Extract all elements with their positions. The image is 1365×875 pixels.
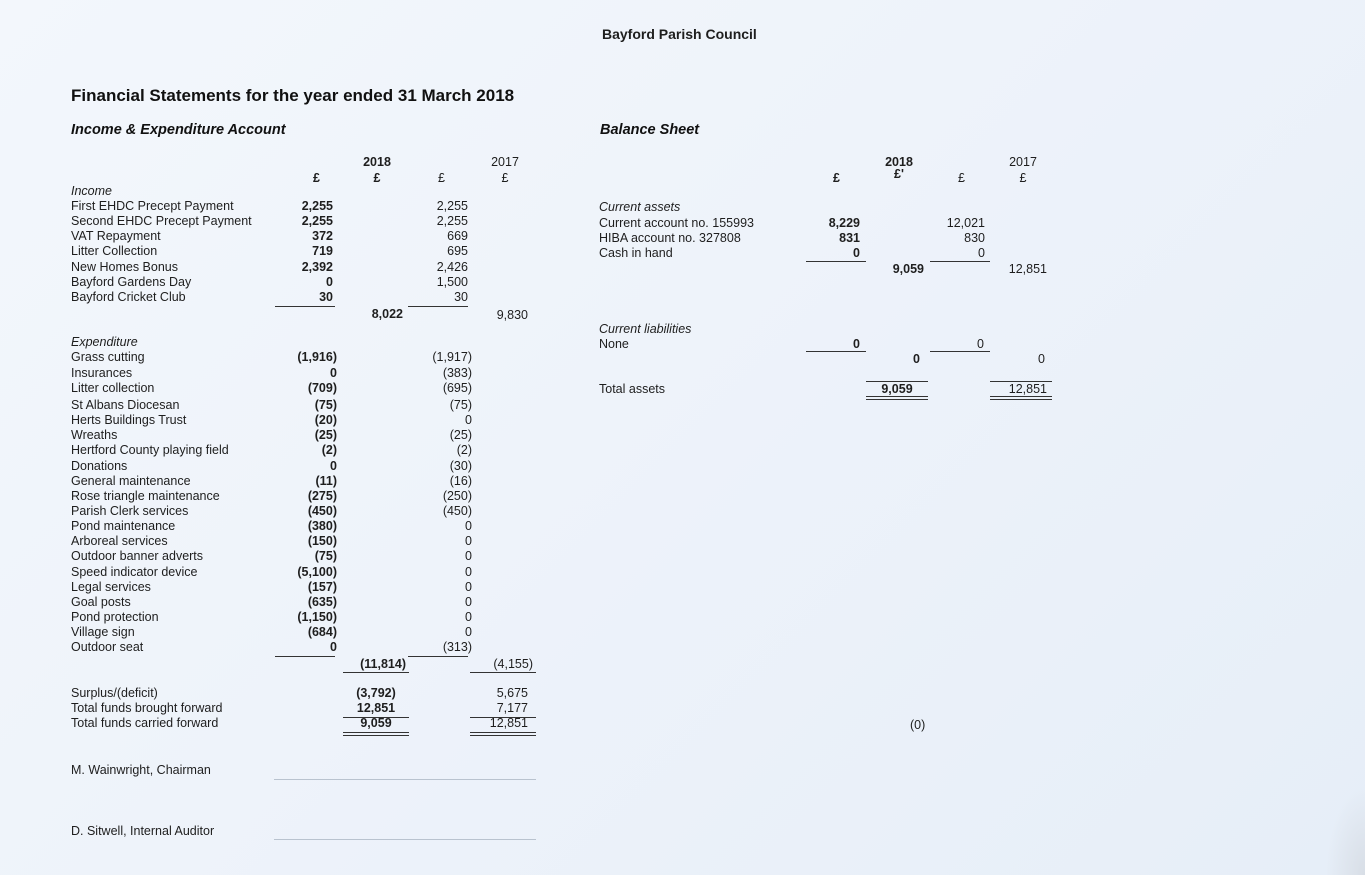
expenditure-row-2017: (16) bbox=[449, 474, 472, 488]
expenditure-row-2018: (150) bbox=[307, 534, 337, 548]
expenditure-row-label: Village sign bbox=[71, 625, 135, 639]
expenditure-row-label: Wreaths bbox=[71, 428, 118, 442]
expenditure-row-2018: (157) bbox=[307, 580, 337, 594]
total-assets-2018: 9,059 bbox=[881, 382, 913, 396]
income-row-2018: 372 bbox=[312, 229, 333, 243]
expenditure-row-2018: (5,100) bbox=[297, 565, 337, 579]
income-row-2018: 30 bbox=[319, 290, 333, 304]
rule bbox=[408, 656, 468, 657]
expenditure-row-label: Arboreal services bbox=[71, 534, 168, 548]
bs-year-2017: 2017 bbox=[1009, 155, 1037, 169]
expenditure-row-2017: (313) bbox=[442, 640, 472, 654]
summary-row-label: Total funds carried forward bbox=[71, 716, 219, 730]
income-row-2017: 1,500 bbox=[436, 275, 468, 289]
income-total-2017: 9,830 bbox=[496, 308, 528, 322]
asset-row-label: HIBA account no. 327808 bbox=[599, 231, 741, 245]
expenditure-row-label: Grass cutting bbox=[71, 350, 145, 364]
rule bbox=[930, 351, 990, 352]
asset-row-2018: 8,229 bbox=[828, 216, 860, 230]
summary-row-2017: 7,177 bbox=[496, 701, 528, 715]
expenditure-row-2018: (1,916) bbox=[297, 350, 337, 364]
document-title: Financial Statements for the year ended 31 March 2018 bbox=[71, 86, 515, 105]
liability-label: None bbox=[599, 337, 629, 351]
ie-year-2018: 2018 bbox=[363, 155, 391, 169]
expenditure-row-2018: 0 bbox=[330, 366, 337, 380]
income-row-2017: 2,255 bbox=[436, 199, 468, 213]
assets-total-2017: 12,851 bbox=[1008, 262, 1047, 276]
expenditure-row-label: Litter collection bbox=[71, 381, 155, 395]
rule bbox=[275, 656, 335, 657]
current-assets-heading: Current assets bbox=[599, 200, 681, 214]
income-row-2018: 2,392 bbox=[301, 260, 333, 274]
asset-row-2018: 0 bbox=[853, 246, 860, 260]
double-rule bbox=[343, 732, 409, 736]
expenditure-row-label: Hertford County playing field bbox=[71, 443, 229, 457]
assets-total-2018: 9,059 bbox=[892, 262, 924, 276]
income-row-2018: 719 bbox=[312, 244, 333, 258]
rule bbox=[930, 261, 990, 262]
expenditure-row-2018: (1,150) bbox=[297, 610, 337, 624]
expenditure-row-2018: (75) bbox=[314, 398, 337, 412]
income-row-label: Bayford Gardens Day bbox=[71, 275, 192, 289]
double-rule bbox=[470, 732, 536, 736]
ie-currency: £ bbox=[438, 171, 445, 185]
auditor-signature-line bbox=[274, 839, 536, 840]
rule bbox=[806, 261, 866, 262]
ie-currency: £ bbox=[373, 171, 381, 185]
expenditure-row-label: Legal services bbox=[71, 580, 151, 594]
expenditure-row-2018: (275) bbox=[307, 489, 337, 503]
expenditure-row-2017: 0 bbox=[465, 595, 472, 609]
income-row-label: Litter Collection bbox=[71, 244, 158, 258]
asset-row-2018: 831 bbox=[839, 231, 860, 245]
rule bbox=[408, 306, 468, 307]
income-row-label: Second EHDC Precept Payment bbox=[71, 214, 252, 228]
expenditure-row-2018: (684) bbox=[307, 625, 337, 639]
expenditure-row-2018: (709) bbox=[307, 381, 337, 395]
expenditure-row-label: Insurances bbox=[71, 366, 133, 380]
expenditure-row-label: Pond maintenance bbox=[71, 519, 176, 533]
expenditure-row-2017: 0 bbox=[465, 519, 472, 533]
income-total-2018: 8,022 bbox=[371, 307, 403, 321]
double-rule bbox=[990, 396, 1052, 400]
expenditure-row-label: Pond protection bbox=[71, 610, 159, 624]
income-row-2017: 669 bbox=[447, 229, 468, 243]
expenditure-row-2018: (25) bbox=[314, 428, 337, 442]
rule bbox=[275, 306, 335, 307]
expenditure-row-2017: 0 bbox=[465, 534, 472, 548]
expenditure-row-label: Speed indicator device bbox=[71, 565, 198, 579]
expenditure-row-label: St Albans Diocesan bbox=[71, 398, 180, 412]
expenditure-row-2017: (30) bbox=[449, 459, 472, 473]
expenditure-row-2018: (635) bbox=[307, 595, 337, 609]
expenditure-row-2018: (380) bbox=[307, 519, 337, 533]
asset-row-2017: 0 bbox=[978, 246, 985, 260]
rule bbox=[343, 672, 409, 673]
summary-row-2017: 12,851 bbox=[489, 716, 528, 730]
income-row-2017: 2,255 bbox=[436, 214, 468, 228]
expenditure-row-2018: (450) bbox=[307, 504, 337, 518]
auditor-signature-label: D. Sitwell, Internal Auditor bbox=[71, 824, 215, 838]
page-shadow bbox=[1325, 785, 1365, 875]
summary-row-label: Total funds brought forward bbox=[71, 701, 223, 715]
expenditure-heading: Expenditure bbox=[71, 335, 138, 349]
income-row-2017: 30 bbox=[454, 290, 468, 304]
bs-currency: £' bbox=[894, 167, 904, 181]
chairman-signature-line bbox=[274, 779, 536, 780]
expenditure-row-label: Parish Clerk services bbox=[71, 504, 189, 518]
income-row-2017: 695 bbox=[447, 244, 468, 258]
expenditure-row-2017: 0 bbox=[465, 610, 472, 624]
bs-year-2018: 2018 bbox=[885, 155, 913, 169]
expenditure-row-2017: (695) bbox=[442, 381, 472, 395]
expenditure-row-label: Outdoor banner adverts bbox=[71, 549, 204, 563]
rule bbox=[806, 351, 866, 352]
expenditure-row-2017: (2) bbox=[456, 443, 472, 457]
liability-total-2018: 0 bbox=[913, 352, 920, 366]
income-heading: Income bbox=[71, 184, 112, 198]
expenditure-total-2017: (4,155) bbox=[493, 657, 533, 671]
asset-row-2017: 12,021 bbox=[946, 216, 985, 230]
chairman-signature-label: M. Wainwright, Chairman bbox=[71, 763, 211, 777]
expenditure-row-2017: 0 bbox=[465, 413, 472, 427]
income-row-2018: 2,255 bbox=[301, 199, 333, 213]
ie-year-2017: 2017 bbox=[491, 155, 519, 169]
income-row-2017: 2,426 bbox=[436, 260, 468, 274]
asset-row-label: Current account no. 155993 bbox=[599, 216, 754, 230]
income-row-label: New Homes Bonus bbox=[71, 260, 178, 274]
expenditure-row-2018: (11) bbox=[315, 474, 337, 488]
double-rule bbox=[866, 396, 928, 400]
total-assets-label: Total assets bbox=[599, 382, 666, 396]
expenditure-row-2018: 0 bbox=[330, 459, 337, 473]
income-row-2018: 0 bbox=[326, 275, 333, 289]
expenditure-row-2018: 0 bbox=[330, 640, 337, 654]
summary-row-label: Surplus/(deficit) bbox=[71, 686, 158, 700]
liability-2017: 0 bbox=[977, 337, 984, 351]
expenditure-row-2017: (250) bbox=[442, 489, 472, 503]
difference-note: (0) bbox=[910, 718, 926, 732]
total-assets-2017: 12,851 bbox=[1008, 382, 1047, 396]
expenditure-row-2017: 0 bbox=[465, 580, 472, 594]
bs-currency: £ bbox=[833, 171, 840, 185]
expenditure-total-2018: (11,814) bbox=[360, 657, 406, 671]
summary-row-2018: (3,792) bbox=[356, 686, 396, 700]
income-row-label: VAT Repayment bbox=[71, 229, 161, 243]
liability-total-2017: 0 bbox=[1038, 352, 1045, 366]
ie-currency: £ bbox=[501, 171, 509, 185]
council-name: Bayford Parish Council bbox=[602, 26, 757, 42]
summary-row-2017: 5,675 bbox=[496, 686, 528, 700]
expenditure-row-2017: 0 bbox=[465, 625, 472, 639]
income-row-2018: 2,255 bbox=[301, 214, 333, 228]
bs-heading: Balance Sheet bbox=[600, 122, 700, 138]
summary-row-2018: 9,059 bbox=[360, 716, 392, 730]
ie-currency: £ bbox=[313, 171, 320, 185]
expenditure-row-2017: (25) bbox=[449, 428, 472, 442]
expenditure-row-label: Donations bbox=[71, 459, 128, 473]
expenditure-row-2017: 0 bbox=[465, 565, 472, 579]
rule bbox=[470, 672, 536, 673]
income-row-label: Bayford Cricket Club bbox=[71, 290, 186, 304]
expenditure-row-2017: 0 bbox=[465, 549, 472, 563]
bs-currency: £ bbox=[958, 171, 965, 185]
ie-heading: Income & Expenditure Account bbox=[71, 122, 286, 138]
expenditure-row-2017: (450) bbox=[442, 504, 472, 518]
expenditure-row-label: Rose triangle maintenance bbox=[71, 489, 220, 503]
liability-2018: 0 bbox=[853, 337, 860, 351]
asset-row-label: Cash in hand bbox=[599, 246, 673, 260]
expenditure-row-label: General maintenance bbox=[71, 474, 191, 488]
expenditure-row-2018: (2) bbox=[321, 443, 337, 457]
expenditure-row-label: Outdoor seat bbox=[71, 640, 144, 654]
expenditure-row-2017: (383) bbox=[442, 366, 472, 380]
expenditure-row-label: Herts Buildings Trust bbox=[71, 413, 187, 427]
rule bbox=[343, 717, 409, 718]
current-liabilities-heading: Current liabilities bbox=[599, 322, 692, 336]
summary-row-2018: 12,851 bbox=[356, 701, 396, 715]
expenditure-row-label: Goal posts bbox=[71, 595, 131, 609]
expenditure-row-2017: (1,917) bbox=[432, 350, 472, 364]
rule bbox=[470, 717, 536, 718]
expenditure-row-2017: (75) bbox=[449, 398, 472, 412]
expenditure-row-2018: (75) bbox=[314, 549, 337, 563]
bs-currency: £ bbox=[1019, 171, 1027, 185]
expenditure-row-2018: (20) bbox=[314, 413, 337, 427]
income-row-label: First EHDC Precept Payment bbox=[71, 199, 234, 213]
asset-row-2017: 830 bbox=[964, 231, 985, 245]
